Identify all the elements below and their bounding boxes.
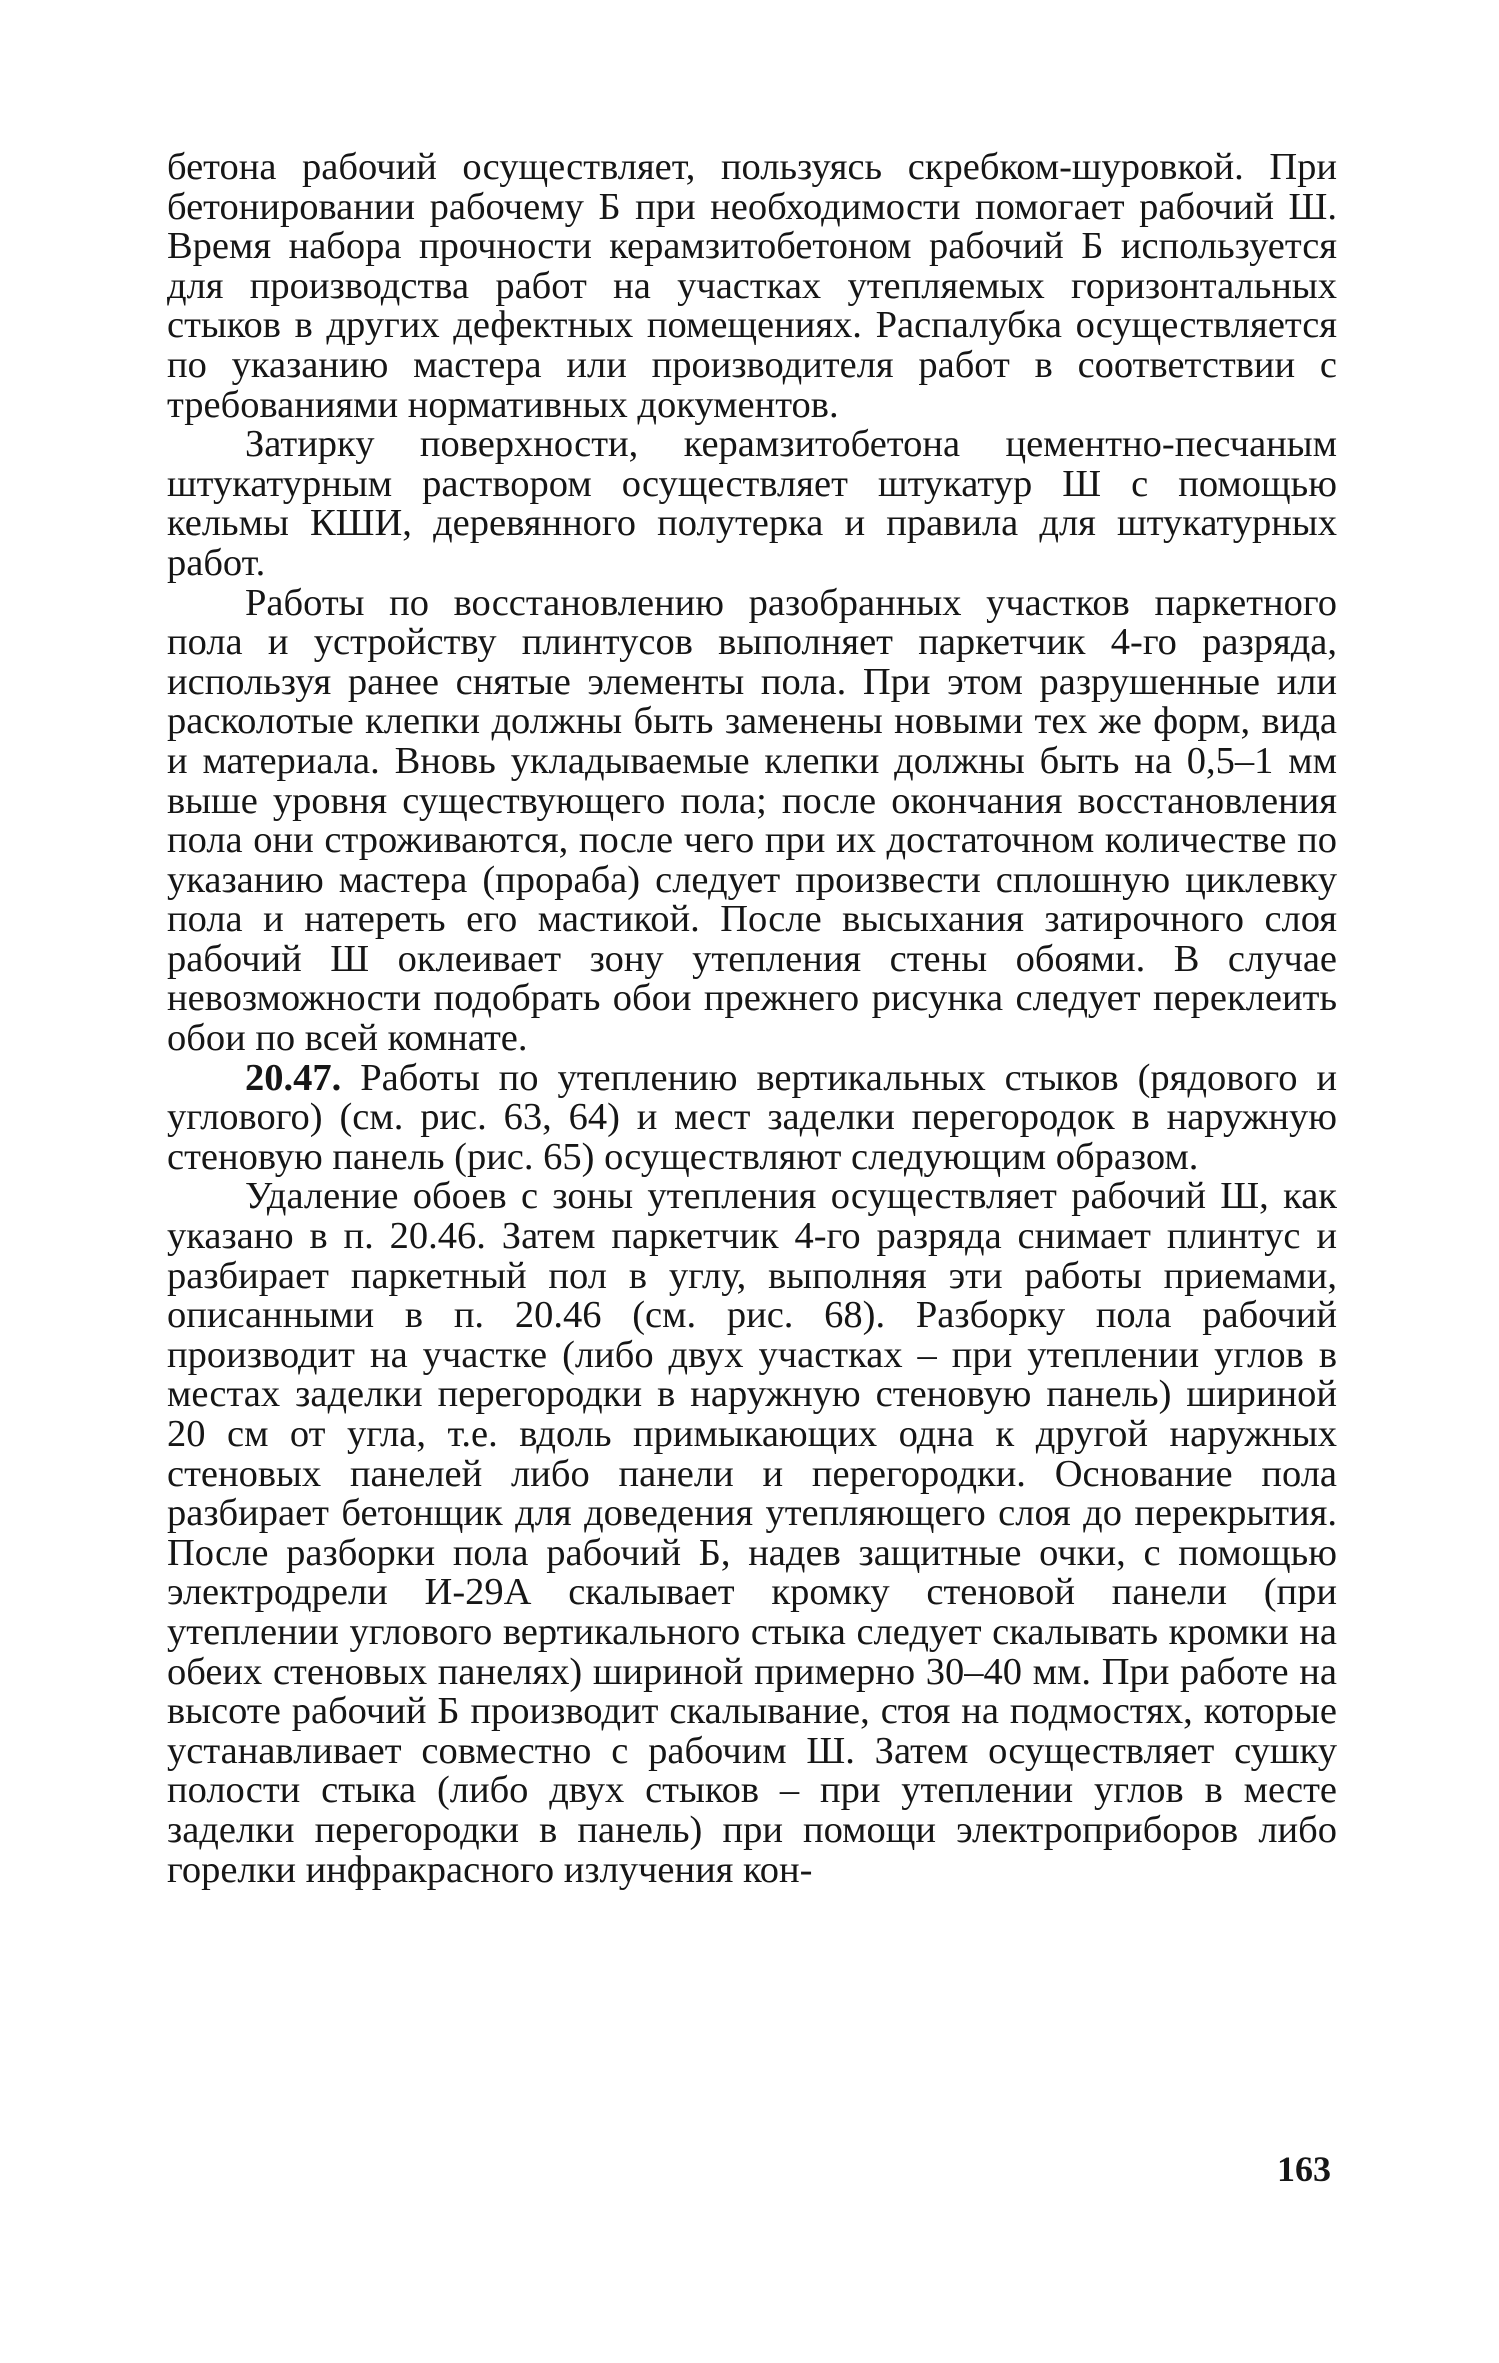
page-body: [167, 148, 1337, 1890]
paragraph-3-text: Работы по восстановлению разобранных участков паркетного пола и устройству плинтусов выполняет паркетчик 4-го разряда, используя ранее снятые элементы пола. При этом разрушенные или расколотые клепки должны быть заменены новыми тех же форм, вида и материала. Вновь укладываемые клепки должны быть на 0,5–1 мм выше уровня существующего пола; после окончания восстановления пола они строживаются, после чего при их достаточном количестве по указанию мастера (прораба) следует произвести сплошную циклевку пола и натереть его мастикой. После высыхания затирочного слоя рабочий Ш оклеивает зону утепления стены обоями. В случае невозможности подобрать обои прежнего рисунка следует переклеить обои по всей комнате.: [167, 581, 1337, 1060]
paragraph-4: [167, 1056, 1338, 1178]
paragraph-5-text: Удаление обоев с зоны утепления осуществляет рабочий Ш, как указано в п. 20.46. Затем паркетчик 4-го разряда снимает плинтус и разбирает паркетный пол в углу, выполняя эти работы приемами, описанными в п. 20.46 (см. рис. 68). Разборку пола рабочий производит на участке (либо двух участках – при утеплении углов в местах заделки перегородки в наружную стеновую панель) шириной 20 см от угла, т.е. вдоль примыкающих одна к другой наружных стеновых панелей либо панели и перегородки. Основание пола разбирает бетонщик для доведения утепляющего слоя до перекрытия. После разборки пола рабочий Б, надев защитные очки, с помощью электродрели И-29А скалывает кромку стеновой панели (при утеплении углового вертикального стыка следует скалывать кромки на обеих стеновых панелях) шириной примерно 30–40 мм. При работе на высоте рабочий Б производит скалывание, стоя на подмостях, которые устанавливает совместно с рабочим Ш. Затем осуществляет сушку полости стыка (либо двух стыков – при утеплении углов в месте заделки перегородки в панель) при помощи электроприборов либо горелки инфракрасного излучения кон-: [167, 1175, 1337, 1891]
paragraph-3: [167, 581, 1337, 1060]
paragraph-1-text: бетона рабочий осуществляет, пользуясь скребком-шуровкой. При бетонировании рабочему Б при необходимости помогает рабочий Ш. Время набора прочности керамзитобетоном рабочий Б используется для производства работ на участках утепляемых горизонтальных стыков в других дефектных помещениях. Распалубка осуществляется по указанию мастера или производителя работ в соответствии с требованиями нормативных документов.: [167, 146, 1337, 426]
paragraph-4-text: Работы по утеплению вертикальных стыков (рядового и углового) (см. рис. 63, 64) и мест заделки перегородок в наружную стеновую панель (рис. 65) осуществляют следующим образом.: [167, 1056, 1338, 1178]
paragraph-2-text: Затирку поверхности, керамзитобетона цементно-песчаным штукатурным раствором осуществляет штукатур Ш с помощью кельмы КШИ, деревянного полутерка и правила для штукатурных работ.: [167, 423, 1337, 584]
paragraph-2: [167, 425, 1337, 583]
paragraph-1: [167, 148, 1337, 425]
paragraph-5: [167, 1177, 1337, 1890]
page-number: 163: [1277, 2149, 1331, 2189]
section-number: 20.47.: [245, 1056, 342, 1099]
